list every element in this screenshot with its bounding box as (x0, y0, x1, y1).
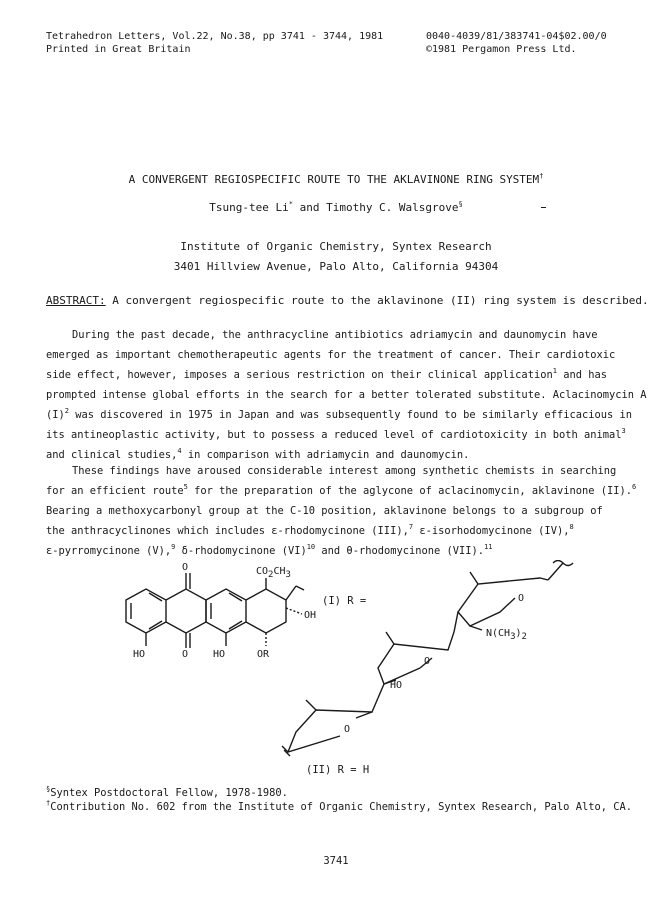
author-and: and (292, 201, 327, 214)
aglycone-bonds (126, 573, 304, 648)
line-text: δ-rhodomycinone (VI) (175, 545, 307, 557)
abstract (46, 294, 649, 307)
line-text: and clinical studies, (46, 449, 178, 461)
structure-drawing (0, 560, 672, 775)
nme2-label: N(CH3)2 (486, 628, 527, 642)
journal-citation (46, 30, 383, 56)
line-text: side effect, however, imposes a serious restriction on their clinical application (46, 369, 553, 381)
line-text: During the past decade, the anthracycline antibiotics adriamycin and daunomycin have (72, 329, 598, 341)
reference-superscript: 6 (632, 483, 637, 491)
paragraph-2 (46, 461, 646, 561)
text-line (46, 325, 646, 345)
affiliation (0, 237, 672, 277)
line-text: for the preparation of the aglycone of aclacinomycin, aklavinone (II). (187, 485, 633, 497)
line-text: These findings have aroused considerable interest among synthetic chemists in searching (72, 465, 617, 477)
author-2: Timothy C. Walsgrove (326, 201, 459, 214)
ring-c (206, 589, 246, 633)
reference-superscript: 5 (183, 483, 188, 491)
code-line: 0040-4039/81/383741-04$02.00/0 (426, 31, 607, 42)
affiliation-line-2: 3401 Hillview Avenue, Palo Alto, California 94304 (173, 260, 499, 273)
line-text: Bearing a methoxycarbonyl group at the C-10 position, aklavinone belongs to a subgroup of (46, 505, 603, 517)
copyright-line: ©1981 Pergamon Press Ltd. (426, 44, 577, 55)
text-line (46, 365, 646, 385)
author-1: Tsung-tee Li (209, 201, 289, 214)
reference-superscript: 9 (171, 543, 176, 551)
footnote-2 (46, 800, 632, 814)
footnote-1-mark: § (46, 785, 51, 793)
r-label-i: (I) R = (322, 595, 367, 607)
ho-label-1: HO (133, 649, 146, 660)
footnote-2-mark: † (46, 799, 51, 807)
journal-line: Tetrahedron Letters, Vol.22, No.38, pp 3741 - 3744, 1981 (46, 31, 384, 42)
chemical-structures (0, 560, 672, 775)
footnotes (46, 786, 632, 814)
text-line (46, 345, 646, 365)
quinone-o-top: O (182, 562, 189, 573)
or-label: OR (257, 649, 270, 660)
reference-superscript: 1 (552, 367, 557, 375)
text-line (46, 481, 646, 501)
line-text: for an efficient route (46, 485, 184, 497)
text-line (46, 385, 646, 405)
text-line (46, 405, 646, 425)
reference-superscript: 3 (621, 427, 626, 435)
text-line (46, 461, 646, 481)
footnote-1 (46, 786, 632, 800)
oh-label: OH (304, 610, 317, 621)
ring-o-2: O (424, 656, 431, 667)
ring-a (126, 589, 166, 633)
printed-line: Printed in Great Britain (46, 44, 191, 55)
abstract-text: A convergent regiospecific route to the aklavinone (II) ring system is described. (105, 294, 649, 307)
text-line (46, 541, 646, 561)
ho-label-3: HO (390, 680, 403, 691)
reference-superscript: 8 (569, 523, 574, 531)
line-text: its antineoplastic activity, but to possess a reduced level of cardiotoxicity in both animal (46, 429, 622, 441)
author-line (0, 201, 672, 214)
line-text: ε-pyrromycinone (V), (46, 545, 172, 557)
line-text: (I) (46, 409, 65, 421)
line-text: and has (556, 369, 607, 381)
paper-title (0, 173, 672, 186)
stray-dash (541, 207, 546, 208)
text-line (46, 425, 646, 445)
ring-o-3: O (344, 724, 351, 735)
ring-o-1: O (518, 593, 525, 604)
author-1-mark: * (288, 200, 293, 208)
text-line (46, 501, 646, 521)
abstract-label: ABSTRACT: (46, 294, 106, 307)
line-text: in comparison with adriamycin and daunomycin. (181, 449, 470, 461)
quinone-o-bottom: O (182, 649, 189, 660)
reference-superscript: 11 (484, 543, 493, 551)
line-text: prompted intense global efforts in the search for a better tolerated substitute. Aclacinomycin A (46, 389, 647, 401)
line-text: ε-isorhodomycinone (IV), (413, 525, 570, 537)
reference-superscript: 10 (306, 543, 316, 551)
reference-superscript: 2 (64, 407, 69, 415)
reference-superscript: 4 (177, 447, 182, 455)
r-label-ii: (II) R = H (306, 764, 370, 776)
text-line (46, 521, 646, 541)
line-text: the anthracyclinones which includes ε-rhodomycinone (III), (46, 525, 409, 537)
co2ch3-label: CO2CH3 (256, 566, 291, 580)
reference-superscript: 7 (408, 523, 414, 531)
title-text: A CONVERGENT REGIOSPECIFIC ROUTE TO THE AKLAVINONE RING SYSTEM (128, 173, 540, 186)
title-mark: † (539, 172, 544, 180)
line-text: was discovered in 1975 in Japan and was subsequently found to be similarly efficacious in (69, 409, 633, 421)
page-number: 3741 (323, 855, 349, 867)
affiliation-line-1: Institute of Organic Chemistry, Syntex Research (180, 240, 492, 253)
author-2-mark: § (458, 200, 463, 208)
line-text: and θ-rhodomycinone (VII). (315, 545, 485, 557)
paragraph-1 (46, 325, 646, 465)
ho-label-2: HO (213, 649, 226, 660)
publisher-info (426, 30, 607, 56)
footnote-2-text: Contribution No. 602 from the Institute of Organic Chemistry, Syntex Research, Palo Alto, CA. (50, 801, 632, 813)
footnote-1-text: Syntex Postdoctoral Fellow, 1978-1980. (50, 787, 288, 799)
line-text: emerged as important chemotherapeutic agents for the treatment of cancer. Their cardiotoxic (46, 349, 616, 361)
